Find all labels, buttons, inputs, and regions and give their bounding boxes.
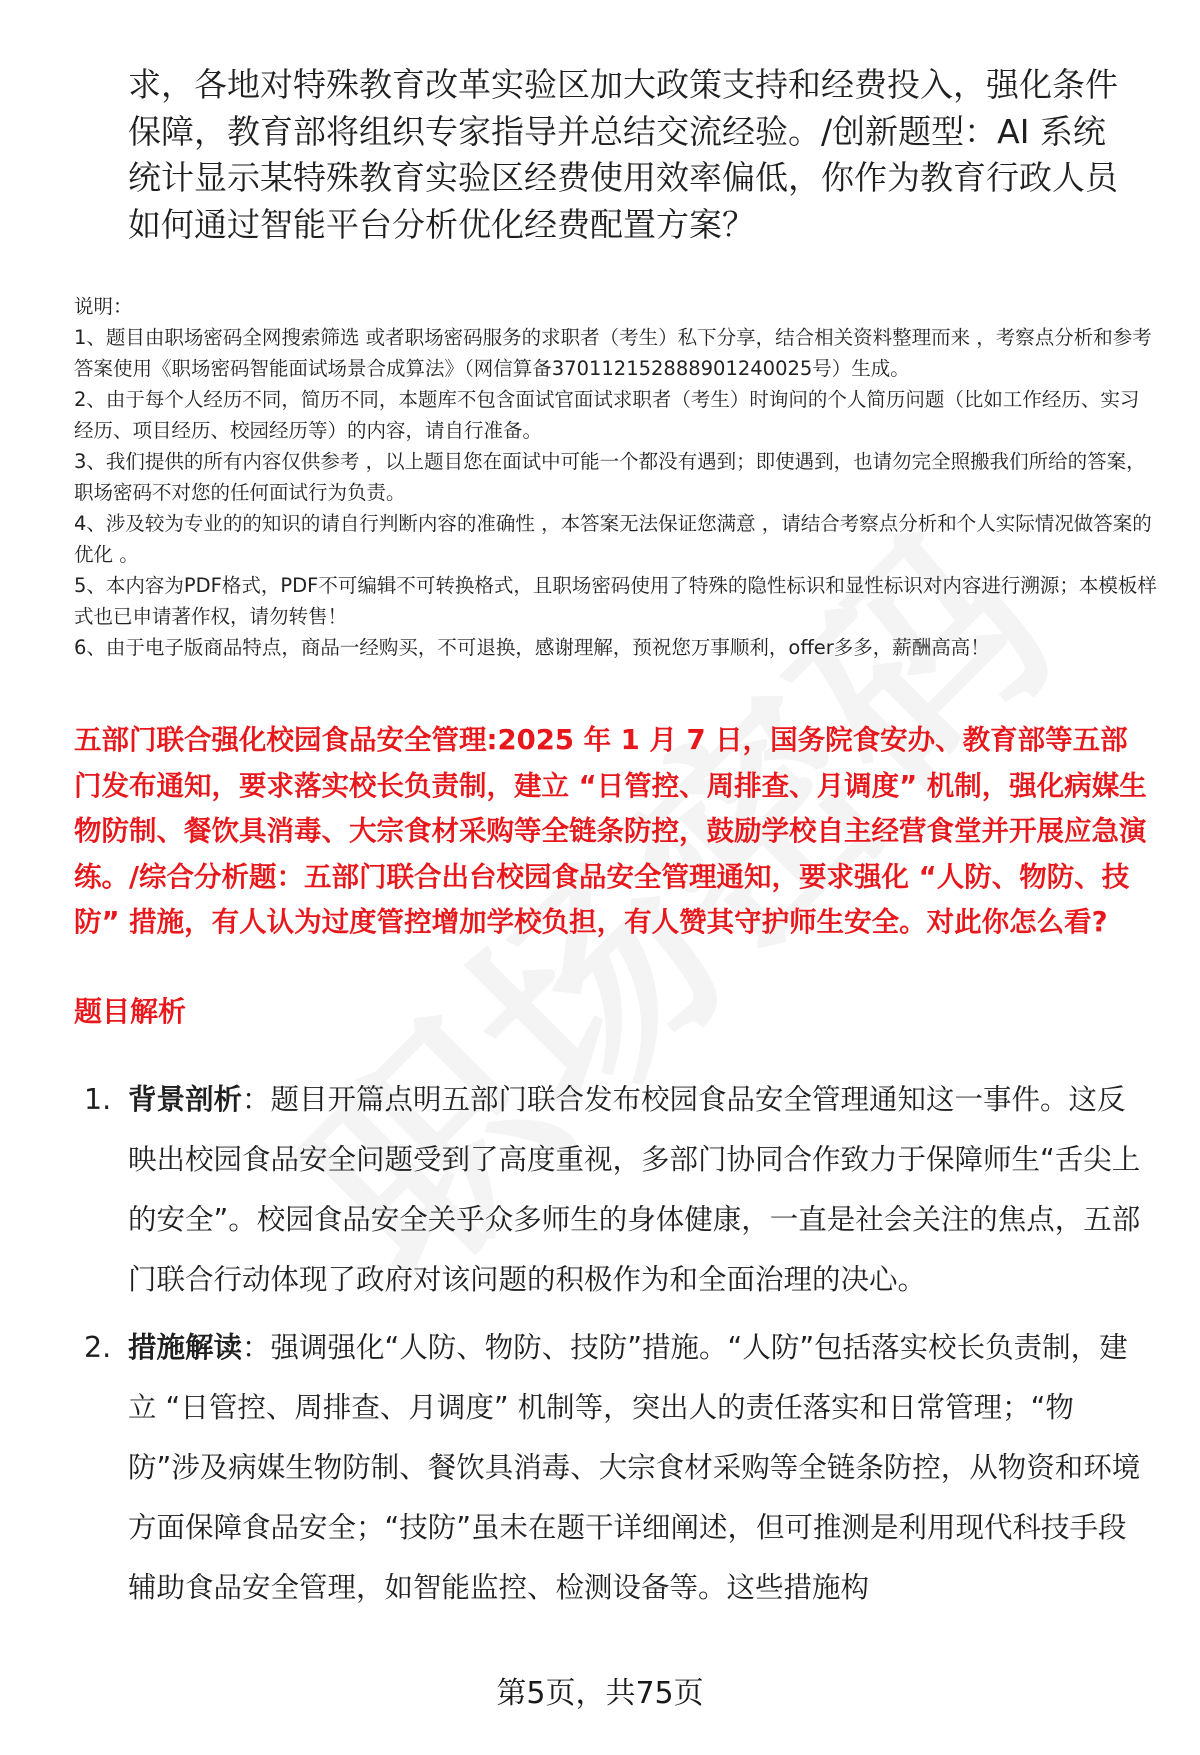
list-item-separator: ： — [242, 1083, 271, 1116]
notes-heading: 说明： — [74, 295, 133, 318]
list-item-text: 强调强化“人防、物防、技防”措施。“人防”包括落实校长负责制，建立 “日管控、周排查、月调度” 机制等，突出人的责任落实和日常管理；“物防”涉及病媒生物防制、餐饮具消毒、大宗食材采购等全链条防控，从物资和环境方面保障食品安全；“技防”虽未在题干详细阐述，但可推测是利用现代科技手段辅助食品安全管理，如智能监控、检测设备等。这些措施构 — [128, 1331, 1141, 1604]
note-item: 1、题目由职场密码全网搜索筛选 或者职场密码服务的求职者（考生）私下分享，结合相关资料整理而来 ，考察点分析和参考答案使用《职场密码智能面试场景合成算法》（网信算备370112152888901240025号）生成。 — [74, 326, 1152, 380]
notes-section — [74, 291, 1158, 663]
note-item: 6、由于电子版商品特点，商品一经购买，不可退换，感谢理解，预祝您万事顺利，offer多多，薪酬高高！ — [74, 636, 990, 659]
list-item-number: 1. — [84, 1083, 112, 1116]
list-item-term: 措施解读 — [128, 1331, 243, 1364]
lead-paragraph: 求，各地对特殊教育改革实验区加大政策支持和经费投入，强化条件保障，教育部将组织专家指导并总结交流经验。/创新题型：AI 系统统计显示某特殊教育实验区经费使用效率偏低，你作为教育行政人员如何通过智能平台分析优化经费配置方案？ — [128, 65, 1118, 244]
note-item: 3、我们提供的所有内容仅供参考 ，以上题目您在面试中可能一个都没有遇到；即使遇到，也请勿完全照搬我们所给的答案，职场密码不对您的任何面试行为负责。 — [74, 450, 1146, 504]
list-item-number: 2. — [84, 1331, 112, 1364]
note-item: 4、涉及较为专业的的知识的请自行判断内容的准确性 ，本答案无法保证您满意 ，请结合考察点分析和个人实际情况做答案的优化 。 — [74, 512, 1152, 566]
section-title: 题目解析 — [74, 995, 187, 1028]
page-footer: 第5页，共75页 — [496, 1676, 704, 1711]
note-item: 2、由于每个人经历不同，简历不同，本题库不包含面试官面试求职者（考生）时询问的个人简历问题（比如工作经历、实习经历、项目经历、校园经历等）的内容，请自行准备。 — [74, 388, 1140, 442]
question-text: 五部门联合强化校园食品安全管理:2025 年 1 月 7 日，国务院食安办、教育部等五部门发布通知，要求落实校长负责制，建立 “日管控、周排查、月调度” 机制，强化病媒生物防制、餐饮具消毒、大宗食材采购等全链条防控，鼓励学校自主经营食堂并开展应急演练。/综合分析题：五部门联合出台校园食品安全管理通知，要求强化 “人防、物防、技防” 措施，有人认为过度管控增加学校负担，有人赞其守护师生安全。对此你怎么看? — [74, 724, 1147, 938]
list-item-separator: ： — [242, 1331, 271, 1364]
list-item-text: 题目开篇点明五部门联合发布校园食品安全管理通知这一事件。这反映出校园食品安全问题受到了高度重视，多部门协同合作致力于保障师生“舌尖上的安全”。校园食品安全关乎众多师生的身体健康，一直是社会关注的焦点，五部门联合行动体现了政府对该问题的积极作为和全面治理的决心。 — [128, 1083, 1141, 1296]
note-item: 5、本内容为PDF格式，PDF不可编辑不可转换格式，且职场密码使用了特殊的隐性标识和显性标识对内容进行溯源；本模板样式也已申请著作权，请勿转售！ — [74, 574, 1157, 628]
list-item — [84, 1318, 1144, 1618]
list-item — [84, 1070, 1144, 1310]
list-item-term: 背景剖析 — [128, 1083, 243, 1116]
analysis-list — [84, 1070, 1144, 1626]
